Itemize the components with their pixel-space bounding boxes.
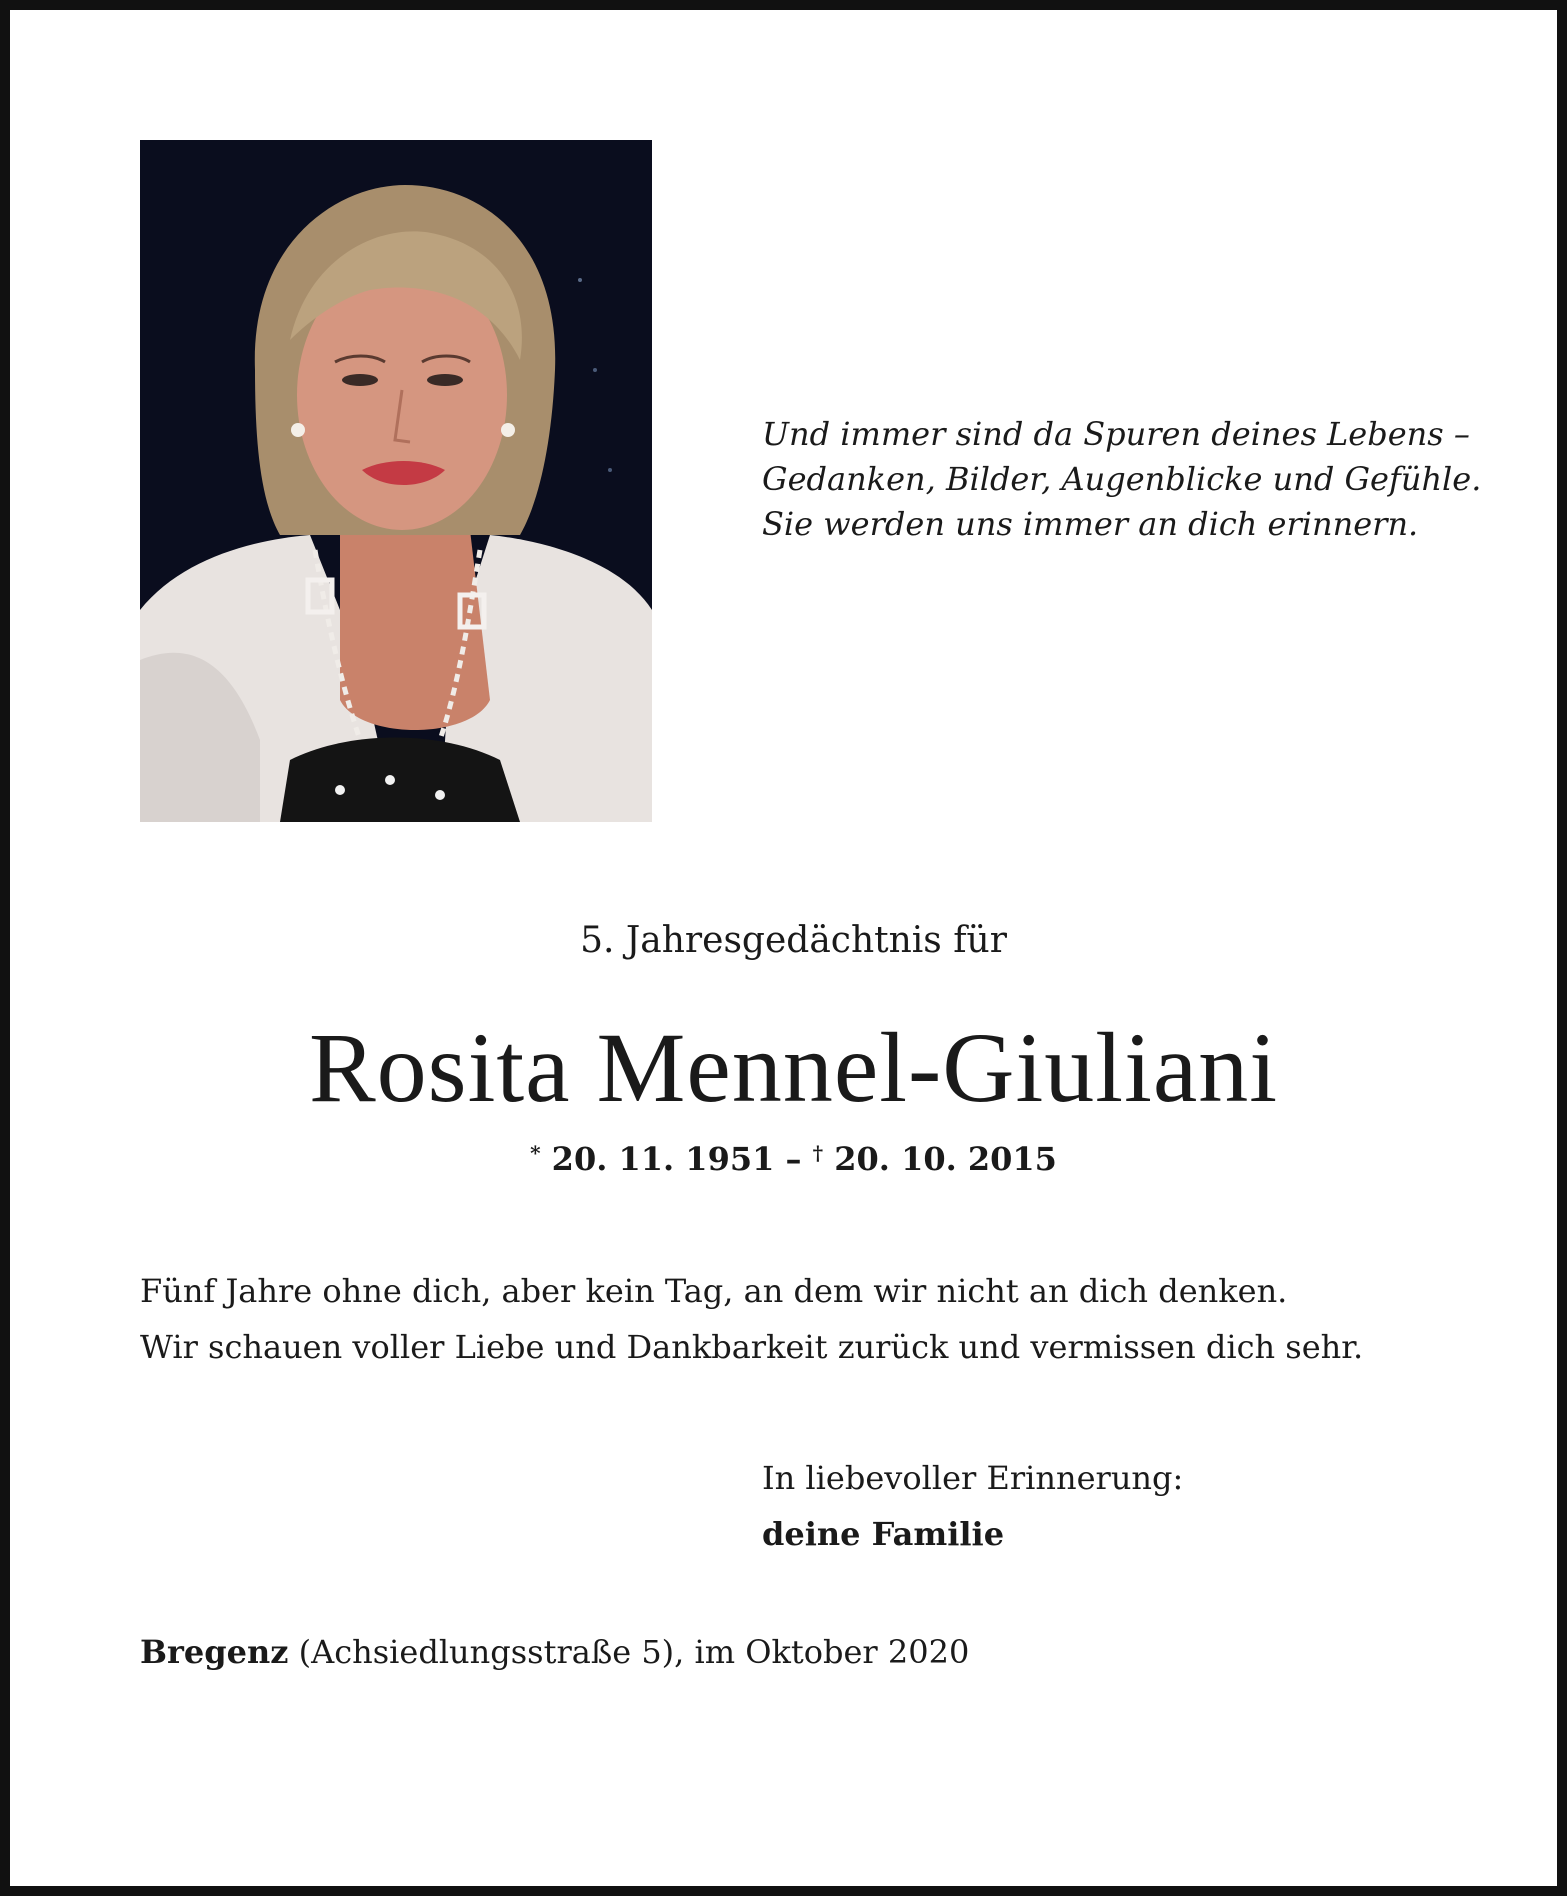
background-light-2 [593, 368, 597, 372]
right-earring [501, 423, 515, 437]
memorial-subtitle: 5. Jahresgedächtnis für [580, 920, 1007, 961]
quote-line: Und immer sind da Spuren deines Lebens – [762, 415, 1470, 453]
memorial-quote [762, 412, 1542, 547]
place-and-date [140, 1633, 1440, 1671]
birth-symbol: * [530, 1141, 541, 1165]
message-line: Fünf Jahre ohne dich, aber kein Tag, an dem wir nicht an dich denken. [140, 1272, 1288, 1310]
memorial-message [140, 1263, 1520, 1375]
background-light-1 [578, 278, 582, 282]
top-pattern-dot [435, 790, 445, 800]
quote-line: Sie werden uns immer an dich erinnern. [762, 505, 1419, 543]
death-symbol: † [812, 1141, 824, 1165]
portrait-photo [140, 140, 652, 822]
top-pattern-dot [385, 775, 395, 785]
deceased-name: Rosita Mennel-Giuliani [308, 1012, 1279, 1123]
date-separator: – [774, 1140, 813, 1178]
right-eye [427, 374, 463, 386]
place-city: Bregenz [140, 1633, 289, 1671]
left-eye [342, 374, 378, 386]
signature-family: deine Familie [762, 1515, 1005, 1553]
birth-date: 20. 11. 1951 [551, 1140, 775, 1178]
signature-block [762, 1450, 1462, 1562]
top-pattern-dot [335, 785, 345, 795]
death-date: 20. 10. 2015 [834, 1140, 1057, 1178]
portrait-illustration [140, 140, 652, 822]
quote-line: Gedanken, Bilder, Augenblicke und Gefühle. [762, 460, 1482, 498]
life-dates [10, 1140, 1567, 1178]
background-light-3 [608, 468, 612, 472]
place-details: (Achsiedlungsstraße 5), im Oktober 2020 [288, 1633, 970, 1671]
left-earring [291, 423, 305, 437]
neck-chest [340, 530, 490, 730]
message-line: Wir schauen voller Liebe und Dankbarkeit zurück und vermissen dich sehr. [140, 1328, 1364, 1366]
signature-intro: In liebevoller Erinnerung: [762, 1459, 1184, 1497]
